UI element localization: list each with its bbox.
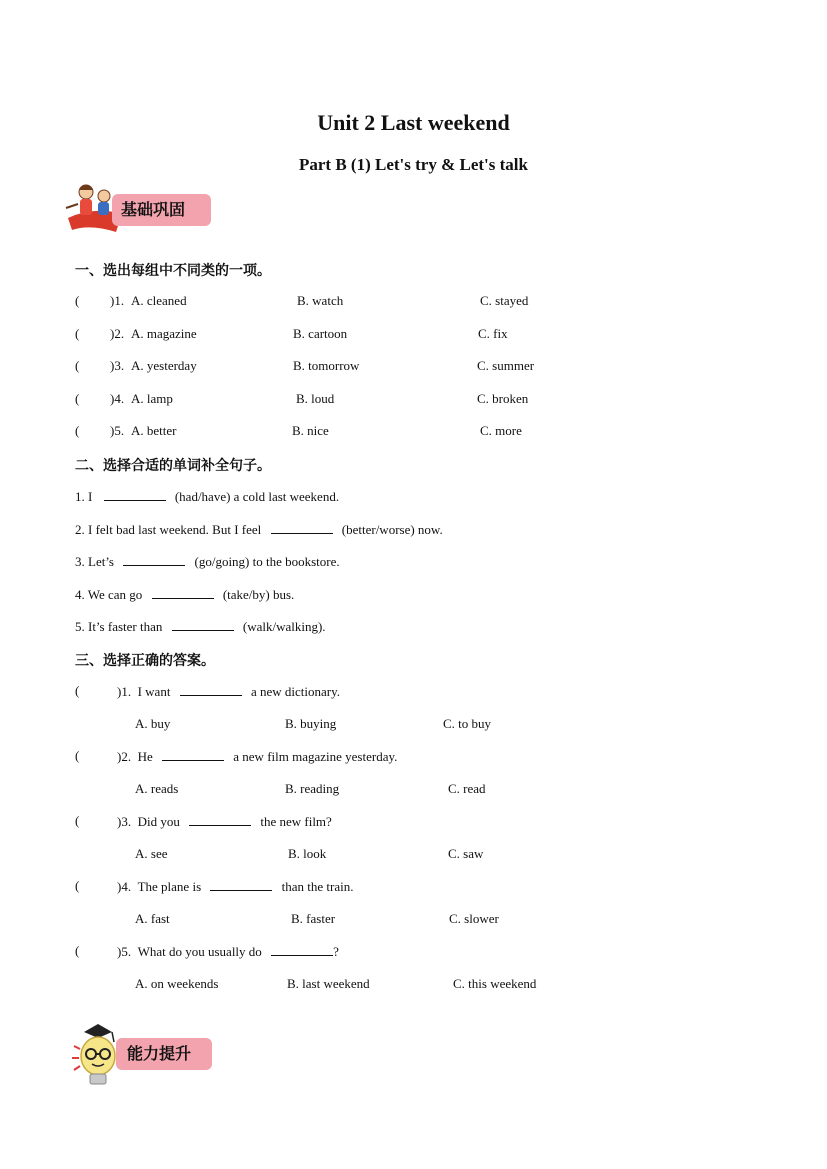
badge-advanced: 能力提升 [116, 1038, 212, 1070]
answer-blank[interactable] [152, 586, 214, 599]
option-b: B. watch [297, 293, 344, 308]
question-text: )4. The plane is than the train. [117, 879, 354, 894]
option-c: C. fix [478, 326, 508, 341]
section1-heading: 一、选出每组中不同类的一项。 [75, 263, 271, 279]
item-number: )4. [110, 391, 125, 406]
list-item: 4. We can go (take/by) bus. [75, 587, 295, 602]
section2-heading: 二、选择合适的单词补全句子。 [75, 458, 271, 474]
answer-blank[interactable] [172, 618, 234, 631]
page-title: Unit 2 Last weekend [317, 110, 510, 135]
list-item: ( [75, 943, 80, 958]
answer-blank[interactable] [162, 748, 224, 761]
list-item: ( [75, 391, 80, 406]
item-number: )5. [110, 423, 125, 438]
list-item: 1. I (had/have) a cold last weekend. [75, 489, 340, 504]
option-a: A. yesterday [131, 358, 197, 373]
option-b: B. last weekend [287, 976, 370, 991]
option-a: A. on weekends [135, 976, 219, 991]
option-a: A. see [135, 846, 168, 861]
list-item: ( [75, 326, 80, 341]
option-a: A. lamp [131, 391, 173, 406]
option-c: C. more [480, 423, 522, 438]
answer-blank[interactable] [271, 943, 333, 956]
question-text: )1. I want a new dictionary. [117, 684, 340, 699]
option-c: C. broken [477, 391, 529, 406]
list-item: ( [75, 813, 80, 828]
option-b: B. cartoon [293, 326, 348, 341]
answer-blank[interactable] [180, 683, 242, 696]
answer-blank[interactable] [210, 878, 272, 891]
item-number: )2. [110, 326, 125, 341]
option-c: C. saw [448, 846, 484, 861]
option-b: B. look [288, 846, 327, 861]
answer-blank[interactable] [271, 521, 333, 534]
option-c: C. stayed [480, 293, 529, 308]
option-a: A. fast [135, 911, 170, 926]
option-c: C. this weekend [453, 976, 537, 991]
badge-basic: 基础巩固 [112, 194, 211, 226]
answer-blank[interactable] [189, 813, 251, 826]
option-a: A. reads [135, 781, 179, 796]
option-c: C. read [448, 781, 486, 796]
option-b: B. tomorrow [293, 358, 360, 373]
option-b: B. loud [296, 391, 335, 406]
option-c: C. to buy [443, 716, 492, 731]
section3-heading: 三、选择正确的答案。 [75, 653, 215, 669]
option-a: A. better [131, 423, 177, 438]
option-c: C. summer [477, 358, 535, 373]
question-text: )5. What do you usually do ? [117, 944, 339, 959]
answer-blank[interactable] [123, 553, 185, 566]
list-item: ( [75, 878, 80, 893]
option-b: B. reading [285, 781, 340, 796]
list-item: ( [75, 423, 80, 438]
item-number: )3. [110, 358, 125, 373]
list-item: ( [75, 683, 80, 698]
list-item: 3. Let’s (go/going) to the bookstore. [75, 554, 340, 569]
option-a: A. buy [135, 716, 171, 731]
list-item: ( [75, 293, 80, 308]
option-c: C. slower [449, 911, 499, 926]
option-b: B. buying [285, 716, 337, 731]
question-text: )3. Did you the new film? [117, 814, 332, 829]
page-subtitle: Part B (1) Let's try & Let's talk [299, 155, 528, 174]
list-item: 5. It’s faster than (walk/walking). [75, 619, 326, 634]
question-text: )2. He a new film magazine yesterday. [117, 749, 398, 764]
list-item: ( [75, 358, 80, 373]
item-number: )1. [110, 293, 125, 308]
list-item: 2. I felt bad last weekend. But I feel (better/worse) now. [75, 522, 443, 537]
option-a: A. cleaned [131, 293, 187, 308]
option-a: A. magazine [131, 326, 197, 341]
option-b: B. nice [292, 423, 329, 438]
answer-blank[interactable] [104, 488, 166, 501]
list-item: ( [75, 748, 80, 763]
option-b: B. faster [291, 911, 336, 926]
